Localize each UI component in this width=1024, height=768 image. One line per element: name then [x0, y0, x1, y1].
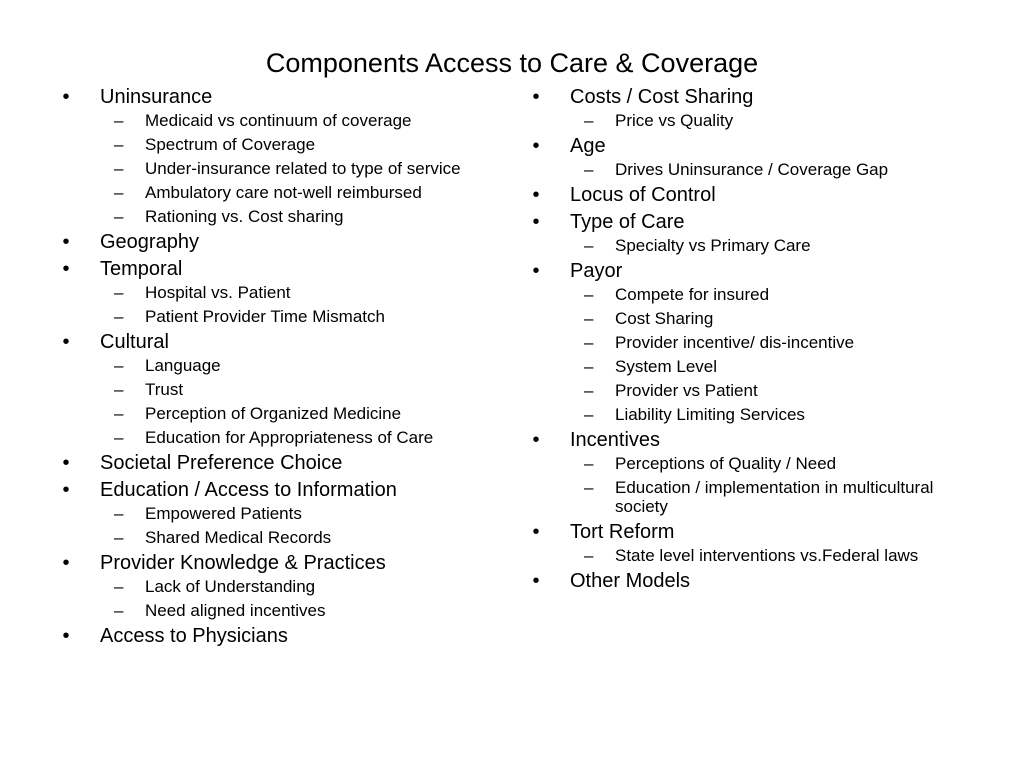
bullet-label: Other Models	[570, 570, 691, 592]
sub-bullet-item	[100, 183, 500, 202]
bullet-item	[530, 184, 950, 207]
bullet-label: Locus of Control	[570, 184, 716, 206]
sub-bullet-item	[100, 428, 500, 447]
dash-icon: –	[114, 356, 124, 375]
sub-bullet-item	[570, 454, 950, 473]
sub-bullet-item	[570, 285, 950, 304]
sub-bullet-item	[100, 504, 500, 523]
dash-icon: –	[584, 111, 594, 130]
bullet-label: Tort Reform	[570, 521, 675, 543]
bullet-dot-icon: •	[62, 552, 70, 574]
bullet-item	[530, 86, 950, 130]
bullet-label: Cultural	[100, 331, 169, 353]
bullet-dot-icon: •	[62, 86, 70, 108]
sub-bullet-list	[100, 283, 500, 326]
slide-title: Components Access to Care & Coverage	[265, 48, 759, 78]
sub-bullet-list	[100, 356, 500, 447]
sub-bullet-item	[570, 111, 950, 130]
bullet-dot-icon: •	[62, 258, 70, 280]
bullet-dot-icon: •	[532, 429, 540, 451]
dash-icon: –	[584, 236, 594, 255]
sub-bullet-label: Drives Uninsurance / Coverage Gap	[615, 160, 889, 179]
bullet-label: Societal Preference Choice	[100, 452, 343, 474]
dash-icon: –	[584, 546, 594, 565]
sub-bullet-item	[100, 528, 500, 547]
sub-bullet-label: Education / implementation in multicultural society	[615, 478, 934, 516]
left-column	[60, 86, 500, 648]
bullet-item	[60, 625, 500, 648]
sub-bullet-item	[100, 356, 500, 375]
bullet-item	[60, 552, 500, 620]
dash-icon: –	[114, 504, 124, 523]
sub-bullet-label: Ambulatory care not-well reimbursed	[145, 183, 422, 202]
sub-bullet-list	[570, 160, 950, 179]
bullet-dot-icon: •	[532, 184, 540, 206]
sub-bullet-item	[570, 160, 950, 179]
sub-bullet-list	[570, 111, 950, 130]
sub-bullet-label: Provider incentive/ dis-incentive	[615, 333, 855, 352]
sub-bullet-item	[100, 601, 500, 620]
sub-bullet-label: Language	[145, 356, 221, 375]
dash-icon: –	[584, 309, 594, 328]
bullet-item	[530, 260, 950, 424]
sub-bullet-label: Hospital vs. Patient	[145, 283, 291, 302]
bullet-label: Incentives	[570, 429, 661, 451]
dash-icon: –	[114, 159, 124, 178]
bullet-item	[60, 86, 500, 226]
sub-bullet-item	[570, 405, 950, 424]
sub-bullet-label: Need aligned incentives	[145, 601, 326, 620]
sub-bullet-label: Provider vs Patient	[615, 381, 758, 400]
sub-bullet-label: Shared Medical Records	[145, 528, 332, 547]
bullet-label: Costs / Cost Sharing	[570, 86, 754, 108]
sub-bullet-label: State level interventions vs.Federal laws	[615, 546, 919, 565]
dash-icon: –	[114, 601, 124, 620]
sub-bullet-list	[570, 285, 950, 424]
bullet-item	[530, 521, 950, 565]
sub-bullet-item	[570, 309, 950, 328]
sub-bullet-item	[570, 333, 950, 352]
bullet-dot-icon: •	[532, 135, 540, 157]
sub-bullet-item	[570, 381, 950, 400]
sub-bullet-item	[100, 307, 500, 326]
bullet-dot-icon: •	[62, 231, 70, 253]
bullet-label: Age	[570, 135, 606, 157]
bullet-dot-icon: •	[62, 625, 70, 647]
bullet-dot-icon: •	[62, 479, 70, 501]
bullet-label: Geography	[100, 231, 199, 253]
dash-icon: –	[584, 381, 594, 400]
sub-bullet-label: Empowered Patients	[145, 504, 302, 523]
sub-bullet-item	[100, 207, 500, 226]
dash-icon: –	[584, 357, 594, 376]
bullet-dot-icon: •	[532, 570, 540, 592]
sub-bullet-label: System Level	[615, 357, 718, 376]
dash-icon: –	[114, 283, 124, 302]
sub-bullet-label: Lack of Understanding	[145, 577, 316, 596]
sub-bullet-label: Rationing vs. Cost sharing	[145, 207, 344, 226]
dash-icon: –	[114, 428, 124, 447]
sub-bullet-item	[100, 135, 500, 154]
dash-icon: –	[584, 405, 594, 424]
sub-bullet-label: Medicaid vs continuum of coverage	[145, 111, 412, 130]
sub-bullet-list	[100, 577, 500, 620]
bullet-item	[530, 135, 950, 179]
bullet-dot-icon: •	[62, 331, 70, 353]
dash-icon: –	[584, 478, 594, 497]
bullet-dot-icon: •	[532, 260, 540, 282]
bullet-label: Provider Knowledge & Practices	[100, 552, 386, 574]
bullet-label: Education / Access to Information	[100, 479, 397, 501]
right-column	[530, 86, 950, 593]
dash-icon: –	[114, 207, 124, 226]
bullet-label: Payor	[570, 260, 623, 282]
dash-icon: –	[114, 183, 124, 202]
bullet-dot-icon: •	[62, 452, 70, 474]
dash-icon: –	[584, 285, 594, 304]
bullet-item	[60, 231, 500, 254]
dash-icon: –	[114, 380, 124, 399]
bullet-item	[60, 331, 500, 447]
bullet-label: Type of Care	[570, 211, 685, 233]
bullet-label: Uninsurance	[100, 86, 213, 108]
dash-icon: –	[584, 454, 594, 473]
left-bullet-list	[60, 86, 500, 648]
bullet-item	[530, 211, 950, 255]
dash-icon: –	[584, 333, 594, 352]
sub-bullet-label: Perception of Organized Medicine	[145, 404, 402, 423]
dash-icon: –	[114, 135, 124, 154]
sub-bullet-label: Cost Sharing	[615, 309, 714, 328]
sub-bullet-item	[100, 577, 500, 596]
sub-bullet-label: Under-insurance related to type of service	[145, 159, 461, 178]
bullet-item	[530, 429, 950, 516]
dash-icon: –	[114, 577, 124, 596]
bullet-label: Temporal	[100, 258, 183, 280]
dash-icon: –	[114, 111, 124, 130]
sub-bullet-label: Liability Limiting Services	[615, 405, 805, 424]
sub-bullet-item	[100, 283, 500, 302]
sub-bullet-item	[570, 236, 950, 255]
sub-bullet-list	[570, 236, 950, 255]
bullet-dot-icon: •	[532, 86, 540, 108]
sub-bullet-item	[100, 380, 500, 399]
sub-bullet-label: Trust	[145, 380, 184, 399]
dash-icon: –	[114, 307, 124, 326]
sub-bullet-item	[100, 111, 500, 130]
sub-bullet-label: Price vs Quality	[615, 111, 734, 130]
bullet-item	[60, 452, 500, 475]
sub-bullet-item	[100, 159, 500, 178]
sub-bullet-list	[570, 454, 950, 516]
sub-bullet-label: Education for Appropriateness of Care	[145, 428, 434, 447]
sub-bullet-list	[100, 504, 500, 547]
sub-bullet-list	[100, 111, 500, 226]
sub-bullet-label: Spectrum of Coverage	[145, 135, 316, 154]
sub-bullet-item	[100, 404, 500, 423]
dash-icon: –	[584, 160, 594, 179]
bullet-item	[60, 258, 500, 326]
sub-bullet-label: Patient Provider Time Mismatch	[145, 307, 385, 326]
sub-bullet-label: Specialty vs Primary Care	[615, 236, 811, 255]
sub-bullet-list	[570, 546, 950, 565]
bullet-item	[530, 570, 950, 593]
sub-bullet-label: Compete for insured	[615, 285, 770, 304]
sub-bullet-item	[570, 478, 950, 516]
right-bullet-list	[530, 86, 950, 593]
bullet-label: Access to Physicians	[100, 625, 288, 647]
dash-icon: –	[114, 528, 124, 547]
bullet-item	[60, 479, 500, 547]
bullet-dot-icon: •	[532, 211, 540, 233]
bullet-dot-icon: •	[532, 521, 540, 543]
sub-bullet-item	[570, 546, 950, 565]
sub-bullet-item	[570, 357, 950, 376]
dash-icon: –	[114, 404, 124, 423]
sub-bullet-label: Perceptions of Quality / Need	[615, 454, 837, 473]
